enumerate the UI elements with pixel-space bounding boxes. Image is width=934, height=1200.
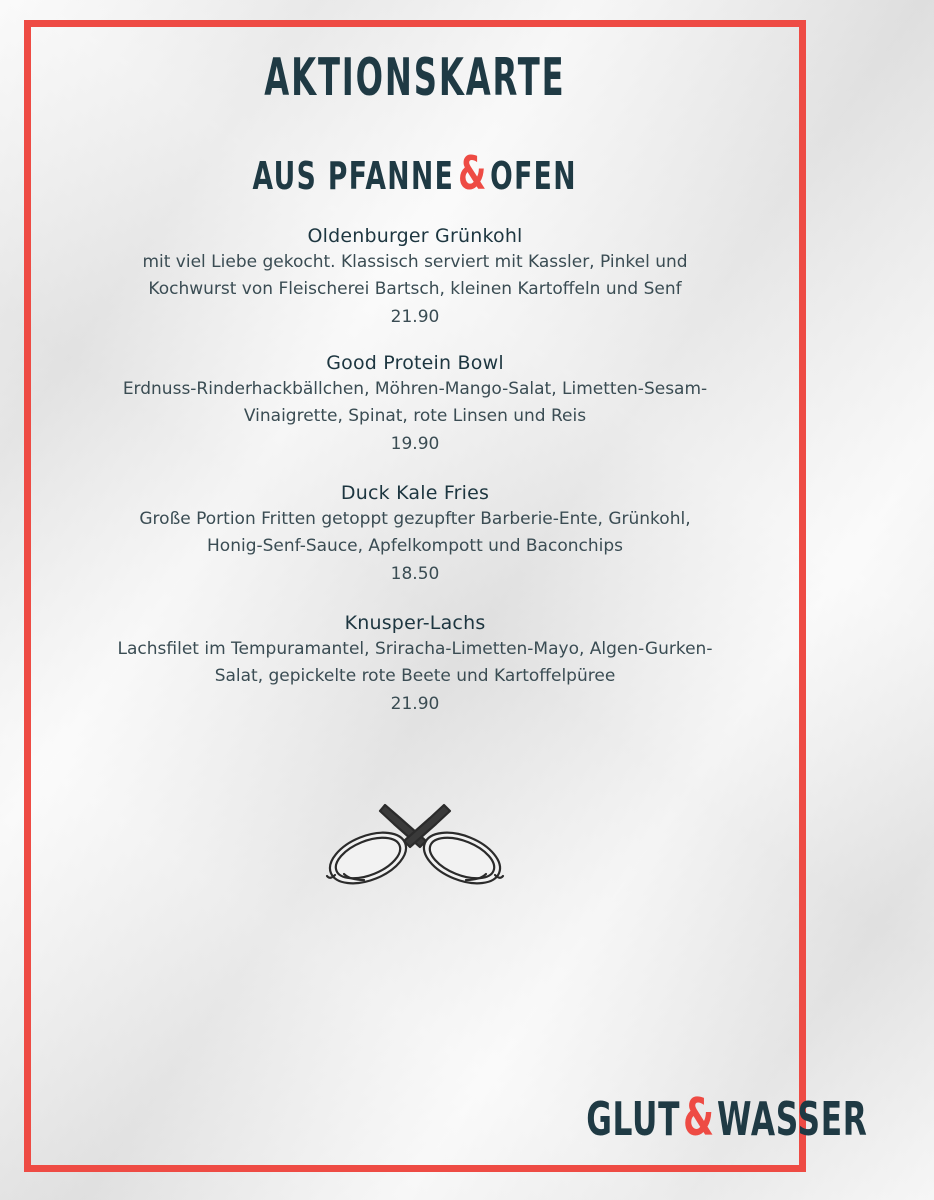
subtitle-ampersand: &	[458, 146, 487, 200]
subtitle-left: AUS PFANNE	[252, 154, 455, 198]
menu-item-description: Große Portion Fritten getoppt gezupfter Barberie-Ente, Grünkohl, Honig-Senf-Sauce, Apfelkompott und Baconchips	[139, 509, 691, 556]
menu-item-name: Duck Kale Fries	[340, 482, 490, 504]
menu-item-price: 21.90	[390, 307, 440, 327]
menu-item-price: 21.90	[390, 694, 440, 714]
menu-item	[60, 612, 770, 718]
brand-right: WASSER	[717, 1092, 868, 1146]
menu-item-description: Lachsfilet im Tempuramantel, Sriracha-Limetten-Mayo, Algen-Gurken- Salat, gepickelte rote Beete und Kartoffelpüree	[117, 639, 713, 686]
menu-item-price: 19.90	[390, 434, 440, 454]
menu-item-description: Erdnuss-Rinderhackbällchen, Möhren-Mango-Salat, Limetten-Sesam- Vinaigrette, Spinat, rote Linsen und Reis	[122, 379, 708, 426]
menu-item	[60, 352, 770, 458]
menu-item-name: Knusper-Lachs	[344, 612, 486, 634]
menu-item-name: Good Protein Bowl	[326, 352, 504, 374]
menu-item-price: 18.50	[390, 564, 440, 584]
subtitle-right: OFEN	[490, 154, 578, 198]
menu-subtitle	[0, 146, 830, 200]
brand-ampersand: &	[683, 1088, 715, 1148]
menu-title: AKTIONSKARTE	[264, 48, 566, 108]
menu-item-name: Oldenburger Grünkohl	[307, 225, 523, 247]
menu-item-description: mit viel Liebe gekocht. Klassisch serviert mit Kassler, Pinkel und Kochwurst von Fleischerei Bartsch, kleinen Kartoffeln und Senf	[142, 252, 688, 299]
brand-left: GLUT	[586, 1092, 681, 1146]
crossed-pans-icon	[322, 800, 508, 895]
menu-item	[60, 225, 770, 331]
menu-item	[60, 482, 770, 588]
brand-logo	[520, 1088, 868, 1148]
